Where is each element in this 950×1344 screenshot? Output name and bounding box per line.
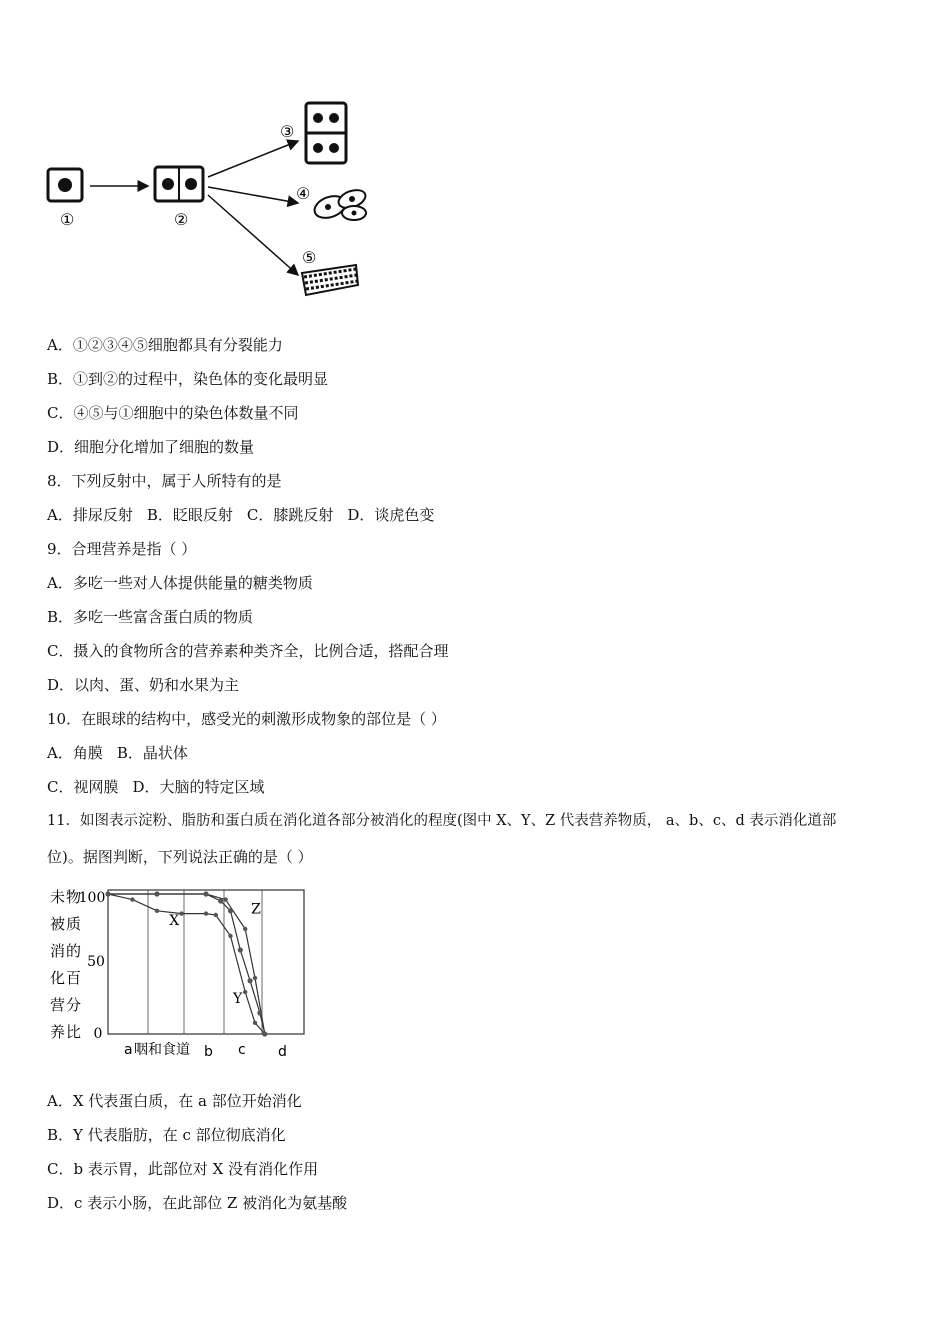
q11-option-a: A．X 代表蛋白质，在 a 部位开始消化 [47,1092,302,1110]
q8-option-a: A．排尿反射 [47,506,133,524]
q9-option-a: A．多吃一些对人体提供能量的糖类物质 [47,574,313,592]
ylabel-right-char: 的 [66,942,82,960]
series-z-point [257,1010,262,1015]
xlabel-a: a [124,1042,133,1058]
ylabel-right-char: 比 [66,1023,82,1041]
q11-option-d: D．c 表示小肠，在此部位 Z 被消化为氨基酸 [47,1194,348,1212]
q7-option-a: A．①②③④⑤细胞都具有分裂能力 [47,336,283,354]
q10-stem: 10．在眼球的结构中，感受光的刺激形成物象的部位是（ ） [47,710,446,728]
q8-option-b: B．眨眼反射 [146,506,233,524]
q10-option-d: D．大脑的特定区域 [132,778,265,796]
q8-option-c: C．膝跳反射 [246,506,334,524]
series-y-point [253,976,257,980]
q10-option-c: C．视网膜 [47,778,119,796]
ylabel-left-char: 化 [50,969,66,987]
q10-option-b: B．晶状体 [116,744,188,762]
series-y-label: Y [232,991,243,1008]
series-x-line [108,894,265,1034]
series-z-point [262,1031,267,1036]
cell-1 [48,169,82,201]
series-z-point [154,891,159,896]
series-x-point [130,897,134,901]
q9-stem: 9．合理营养是指（ ） [47,540,197,558]
label-3: ③ [280,122,295,141]
series-x-point [155,909,159,913]
series-y-line [108,894,265,1034]
label-1: ① [60,210,75,229]
xlabel-d: d [278,1044,287,1060]
series-x-point [179,911,183,915]
label-2: ② [174,210,189,229]
ylabel-right-char: 分 [66,996,82,1014]
ytick-0: 0 [93,1026,103,1042]
q8-options [47,505,448,525]
q11-option-b: B．Y 代表脂肪，在 c 部位彻底消化 [47,1126,286,1144]
series-z-point [228,908,233,913]
xlabel-pharynx: 咽和食道 [134,1042,190,1058]
series-x-point [253,1021,257,1025]
series-z-point [248,978,253,983]
series-x-point [228,934,232,938]
cell-4 [312,187,368,222]
q10-options-row2 [47,777,279,797]
digestion-chart [44,882,314,1064]
label-5: ⑤ [302,248,317,267]
ylabel-left-char: 营 [50,996,66,1014]
ylabel-left-char: 消 [50,942,66,960]
q10-option-a: A．角膜 [47,744,103,762]
q11-stem-line2: 位)。据图判断，下列说法正确的是（ ） [47,848,313,866]
q7-option-b: B．①到②的过程中，染色体的变化最明显 [47,370,329,388]
ytick-100: 100 [78,890,106,906]
q7-option-d: D．细胞分化增加了细胞的数量 [47,438,255,456]
series-z-point [218,898,223,903]
q9-option-b: B．多吃一些富含蛋白质的物质 [47,608,254,626]
ylabel-left-char: 被 [50,915,66,933]
series-z-point [105,891,110,896]
q7-option-c: C．④⑤与①细胞中的染色体数量不同 [47,404,299,422]
cell-2 [155,167,203,201]
q10-options-row1 [47,743,202,763]
series-x-label: X [169,912,180,929]
series-z-point [238,947,243,952]
ylabel-right-char: 物 [66,888,82,906]
cell-5 [302,265,358,295]
label-4: ④ [296,184,311,203]
series-z-point [203,891,208,896]
ylabel-left-char: 未 [50,888,66,906]
series-x-point [204,911,208,915]
q9-option-d: D．以肉、蛋、奶和水果为主 [47,676,240,694]
q11-option-c: C．b 表示胃，此部位对 X 没有消化作用 [47,1160,319,1178]
q8-option-d: D．谈虎色变 [347,506,435,524]
ytick-50: 50 [87,954,105,970]
q9-option-c: C．摄入的食物所含的营养素种类齐全，比例合适，搭配合理 [47,642,449,660]
series-z-line [108,894,265,1034]
ylabel-right-char: 质 [66,915,82,933]
cell-3 [306,103,346,163]
ylabel-right-char: 百 [66,969,82,987]
cell-differentiation-diagram [40,95,380,305]
series-x-point [243,990,247,994]
series-y-point [243,927,247,931]
series-x-point [214,913,218,917]
q8-stem: 8．下列反射中，属于人所特有的是 [47,472,282,490]
ylabel-left-char: 养 [50,1023,66,1041]
series-y-point [223,897,227,901]
xlabel-c: c [238,1042,246,1058]
xlabel-b: b [204,1044,213,1060]
q11-stem-line1: 11．如图表示淀粉、脂肪和蛋白质在消化道各部分被消化的程度(图中 X、Y、Z 代表营养物质， a、b、c、d 表示消化道部 [47,813,837,829]
series-z-label: Z [251,901,261,918]
